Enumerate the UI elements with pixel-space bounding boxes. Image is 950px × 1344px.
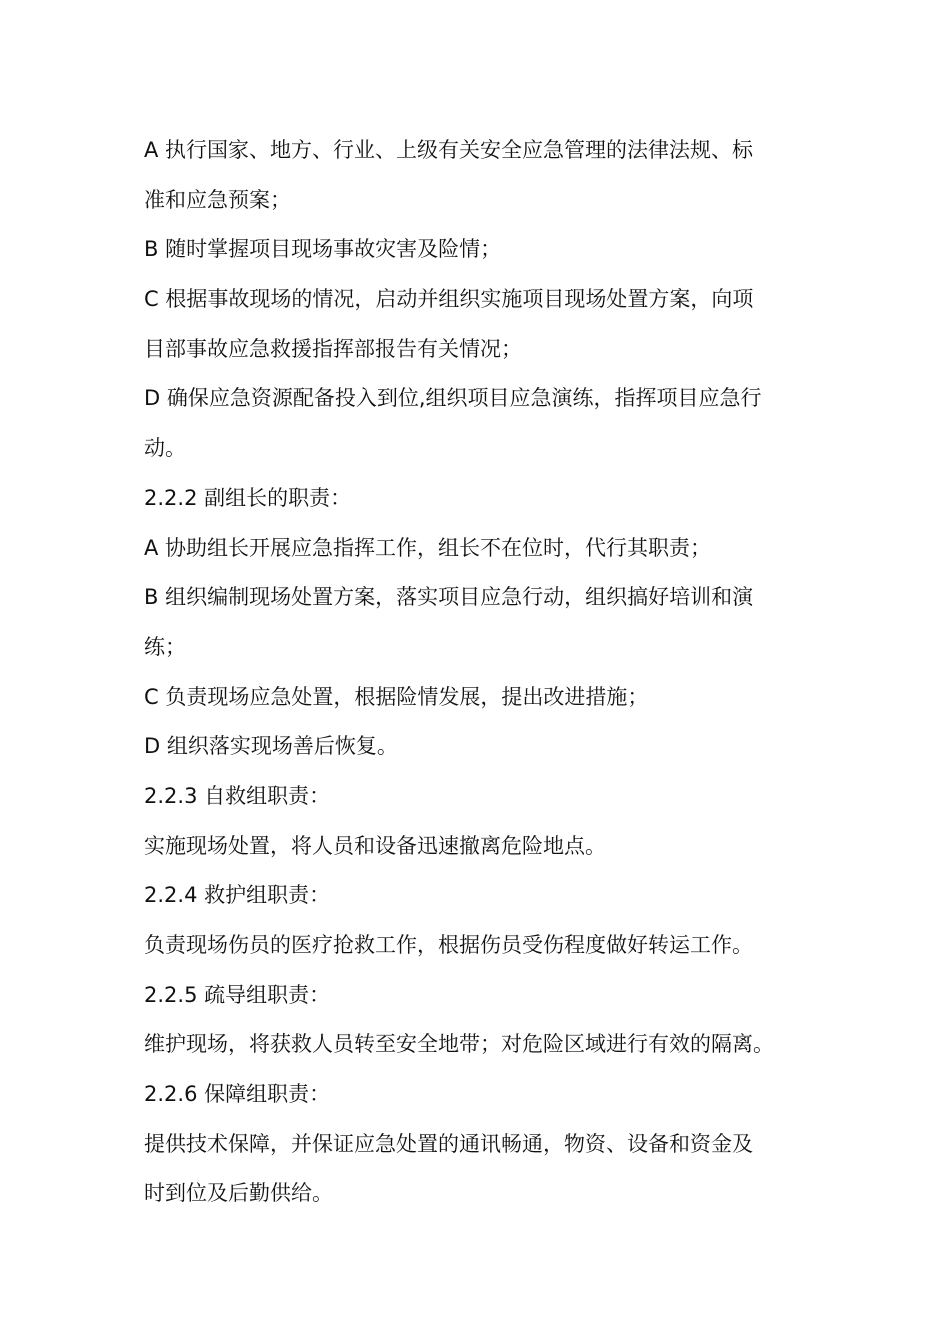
text-line: 练； [144, 634, 186, 659]
text-line: D 组织落实现场善后恢复。 [144, 734, 398, 759]
text-line: 负责现场伤员的医疗抢救工作，根据伤员受伤程度做好转运工作。 [144, 933, 753, 957]
text-line: 目部事故应急救援指挥部报告有关情况； [144, 336, 522, 361]
text-line: 实施现场处置，将人员和设备迅速撤离危险地点。 [144, 833, 606, 858]
document-body [144, 126, 814, 1219]
text-line: A 协助组长开展应急指挥工作，组长不在位时，代行其职责； [144, 535, 712, 560]
text-line: 准和应急预案； [144, 187, 291, 212]
text-line: D 确保应急资源配备投入到位,组织项目应急演练，指挥项目应急行 [144, 386, 762, 411]
text-line: 时到位及后勤供给。 [144, 1181, 333, 1206]
text-line: B 随时掌握项目现场事故灾害及险情； [144, 237, 502, 262]
section-heading: 2.2.2 副组长的职责： [144, 485, 352, 510]
text-line: 动。 [144, 436, 186, 461]
section-heading: 2.2.6 保障组职责： [144, 1082, 331, 1107]
section-heading: 2.2.3 自救组职责： [144, 783, 331, 808]
text-line: 维护现场，将获救人员转至安全地带；对危险区域进行有效的隔离。 [144, 1032, 774, 1057]
text-line: B 组织编制现场处置方案，落实项目应急行动，组织搞好培训和演 [144, 585, 754, 610]
text-line: 提供技术保障，并保证应急处置的通讯畅通，物资、设备和资金及 [144, 1131, 753, 1156]
section-heading: 2.2.4 救护组职责： [144, 883, 331, 908]
text-line: C 根据事故现场的情况，启动并组织实施项目现场处置方案，向项 [144, 287, 754, 312]
text-line: A 执行国家、地方、行业、上级有关安全应急管理的法律法规、标 [144, 138, 754, 162]
text-line: C 负责现场应急处置，根据险情发展，提出改进措施； [144, 684, 649, 709]
section-heading: 2.2.5 疏导组职责： [144, 982, 331, 1007]
